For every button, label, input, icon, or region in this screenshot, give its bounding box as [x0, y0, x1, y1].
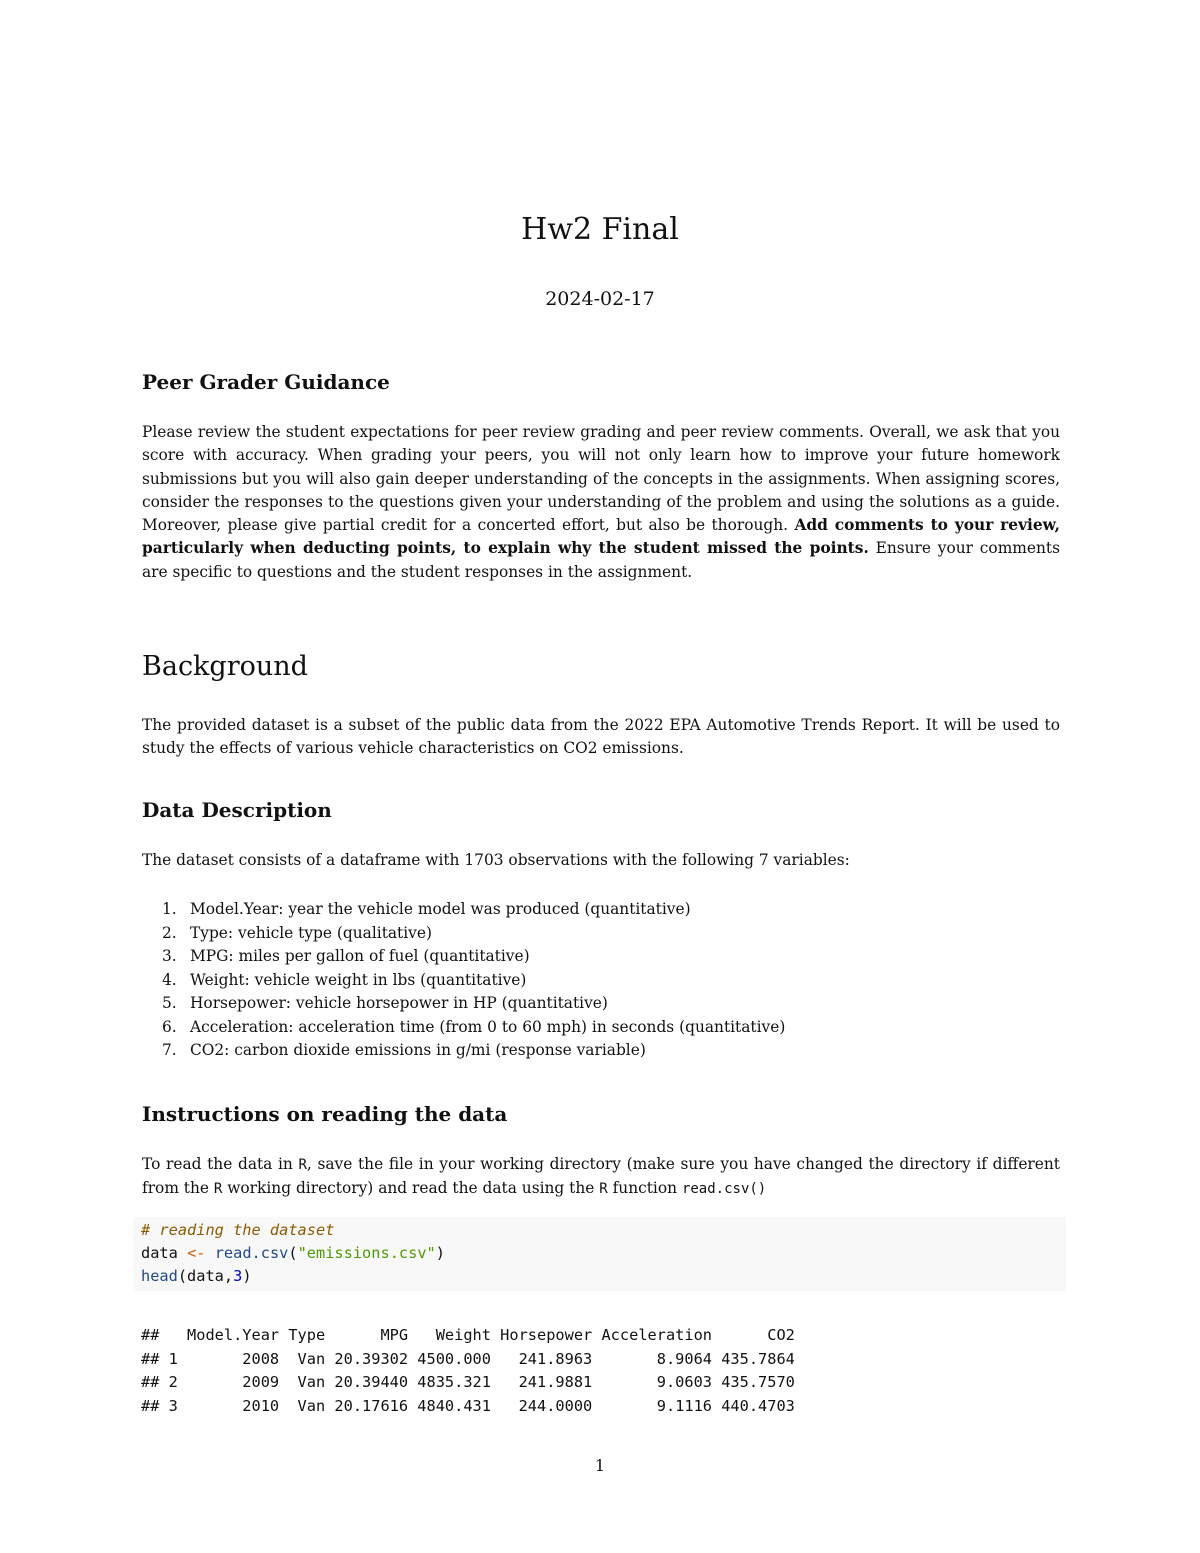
page-number: 1 — [594, 1456, 606, 1475]
list-item: 2. Type: vehicle type (qualitative) — [162, 923, 432, 942]
peer-grader-bold-text: Add comments to your review, particularly when deducting points, to explain why the student missed the points. — [142, 516, 1060, 558]
peer-grader-heading: Peer Grader Guidance — [142, 370, 390, 394]
list-item: 7. CO2: carbon dioxide emissions in g/mi (response variable) — [162, 1041, 646, 1059]
output-row: ## 2 2009 Van 20.39440 4835.321 241.9881 9.0603 435.7570 — [141, 1373, 795, 1391]
list-item: 6. Acceleration: acceleration time (from 0 to 60 mph) in seconds (quantitative) — [162, 1017, 786, 1036]
background-paragraph: The provided dataset is a subset of the public data from the 2022 EPA Automotive Trends Report. It will be used to study the effects of various vehicle characteristics on CO2 emissions. — [142, 716, 1060, 758]
instructions-paragraph: To read the data in R, save the file in your working directory (make sure you have changed the directory if different from the R working directory) and read the data using the R function read.csv() — [142, 1155, 1060, 1198]
document-title: Hw2 Final — [521, 212, 679, 247]
r-language-label: R — [298, 1157, 307, 1173]
output-row: ## 3 2010 Van 20.17616 4840.431 244.0000 9.1116 440.4703 — [141, 1397, 795, 1415]
r-language-label: R — [599, 1181, 608, 1198]
data-description-heading: Data Description — [142, 798, 332, 822]
peer-grader-text-end: Ensure your comments are specific to questions and the student responses in the assignment. — [142, 539, 1060, 581]
data-description-intro: The dataset consists of a dataframe with 1703 observations with the following 7 variables: — [142, 851, 850, 869]
list-item: 4. Weight: vehicle weight in lbs (quantitative) — [162, 970, 527, 989]
list-item: 3. MPG: miles per gallon of fuel (quantitative) — [162, 947, 530, 965]
r-language-label: R — [213, 1181, 223, 1198]
code-line-head: head(data,3) — [141, 1267, 252, 1285]
list-item: 1. Model.Year: year the vehicle model was produced (quantitative) — [162, 900, 691, 918]
code-line-comment: # reading the dataset — [141, 1221, 335, 1239]
list-item: 5. Horsepower: vehicle horsepower in HP (quantitative) — [162, 994, 608, 1012]
output-header: ## Model.Year Type MPG Weight Horsepower Acceleration CO2 — [141, 1326, 795, 1344]
peer-grader-paragraph — [142, 421, 1060, 584]
code-line-read: data <- read.csv("emissions.csv") — [141, 1244, 445, 1262]
instructions-heading: Instructions on reading the data — [142, 1102, 508, 1126]
background-heading: Background — [142, 651, 308, 682]
inline-code-function: read.csv() — [681, 1181, 767, 1198]
document-date: 2024-02-17 — [545, 288, 655, 310]
variables-list — [142, 898, 785, 1063]
output-row: ## 1 2008 Van 20.39302 4500.000 241.8963 8.9064 435.7864 — [141, 1350, 795, 1368]
peer-grader-text: Please review the student expectations for peer review grading and peer review comments. Overall, we ask that you score with accuracy. When grading your peers, you will not only learn how to improve your future homework submissions but you will also gain deeper understanding of the concepts in the assignments. When assigning scores, consider the responses to the questions given your understanding of the problem and using the solutions as a guide. Moreover, please give partial credit for a concerted effort, but also be thorough. — [142, 423, 1060, 535]
